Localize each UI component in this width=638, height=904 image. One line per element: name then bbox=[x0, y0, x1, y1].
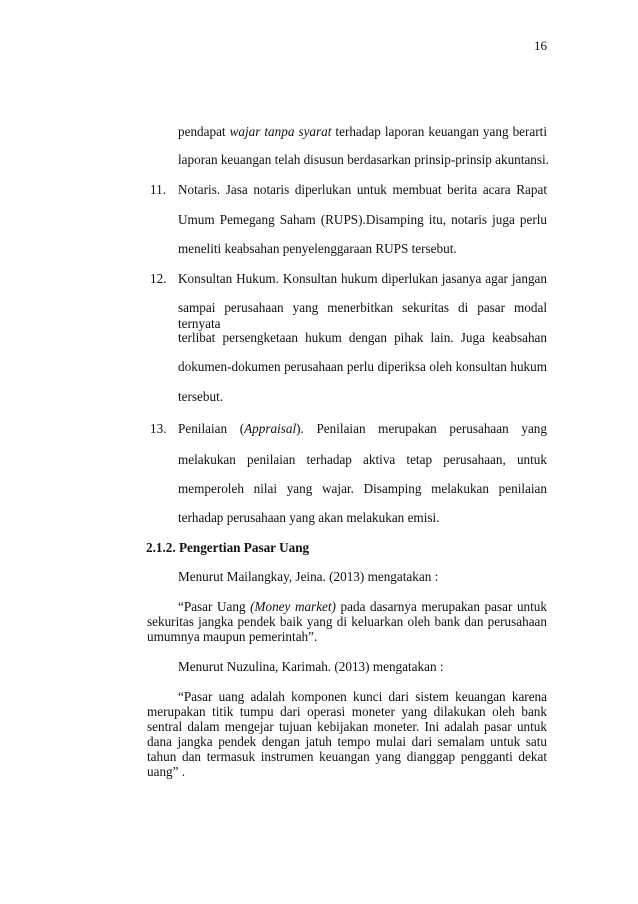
item-13-line-2: melakukan penilaian terhadap aktiva tetap perusahaan, untuk bbox=[178, 452, 547, 467]
page-number: 16 bbox=[534, 38, 547, 53]
quote-2-line-3: sentral dalam mengejar tujuan kebijakan moneter. Ini adalah pasar untuk bbox=[147, 719, 547, 734]
list-number-12: 12. bbox=[150, 271, 167, 286]
item-12-line-3: terlibat persengketaan hukum dengan pihak lain. Juga keabsahan bbox=[178, 330, 547, 345]
quote-2-line-2: merupakan titik tumpu dari operasi moneter yang dilakukan oleh bank bbox=[147, 704, 547, 719]
list-continuation-line-2: laporan keuangan telah disusun berdasarkan prinsip-prinsip akuntansi. bbox=[178, 152, 549, 167]
list-number-13: 13. bbox=[150, 421, 167, 436]
item-13-line-3: memperoleh nilai yang wajar. Disamping melakukan penilaian bbox=[178, 481, 547, 496]
item-12-line-4: dokumen-dokumen perusahaan perlu diperiksa oleh konsultan hukum bbox=[178, 359, 547, 374]
item-12-line-5: tersebut. bbox=[178, 389, 224, 404]
item-11-line-1: Notaris. Jasa notaris diperlukan untuk membuat berita acara Rapat bbox=[178, 182, 547, 197]
item-11-line-3: meneliti keabsahan penyelenggaraan RUPS tersebut. bbox=[178, 241, 457, 256]
intro-mailangkay: Menurut Mailangkay, Jeina. (2013) mengatakan : bbox=[178, 569, 439, 584]
item-13-line-1: Penilaian (Appraisal). Penilaian merupakan perusahaan yang bbox=[178, 421, 547, 436]
quote-2-line-6: uang” . bbox=[147, 764, 186, 779]
list-number-11: 11. bbox=[150, 182, 166, 197]
item-13-line-4: terhadap perusahaan yang akan melakukan emisi. bbox=[178, 510, 440, 525]
intro-nuzulina: Menurut Nuzulina, Karimah. (2013) mengatakan : bbox=[178, 659, 444, 674]
quote-2-line-1: “Pasar uang adalah komponen kunci dari sistem keuangan karena bbox=[178, 689, 547, 704]
item-11-line-2: Umum Pemegang Saham (RUPS).Disamping itu, notaris juga perlu bbox=[178, 212, 547, 227]
list-continuation-line-1: pendapat wajar tanpa syarat terhadap laporan keuangan yang berarti bbox=[178, 124, 547, 139]
section-heading: 2.1.2. Pengertian Pasar Uang bbox=[146, 540, 310, 555]
item-12-line-1: Konsultan Hukum. Konsultan hukum diperlukan jasanya agar jangan bbox=[178, 271, 547, 286]
quote-1-line-3: umumnya maupun pemerintah”. bbox=[147, 629, 318, 644]
quote-2-line-5: tahun dan termasuk instrumen keuangan yang dianggap pengganti dekat bbox=[147, 749, 547, 764]
item-12-line-2: sampai perusahaan yang menerbitkan sekuritas di pasar modal ternyata bbox=[178, 300, 547, 331]
quote-1-line-2: sekuritas jangka pendek baik yang di keluarkan oleh bank dan perusahaan bbox=[147, 614, 547, 629]
quote-2-line-4: dana jangka pendek dengan jatuh tempo mulai dari semalam untuk satu bbox=[147, 734, 547, 749]
quote-1-line-1: “Pasar Uang (Money market) pada dasarnya merupakan pasar untuk bbox=[178, 599, 547, 614]
